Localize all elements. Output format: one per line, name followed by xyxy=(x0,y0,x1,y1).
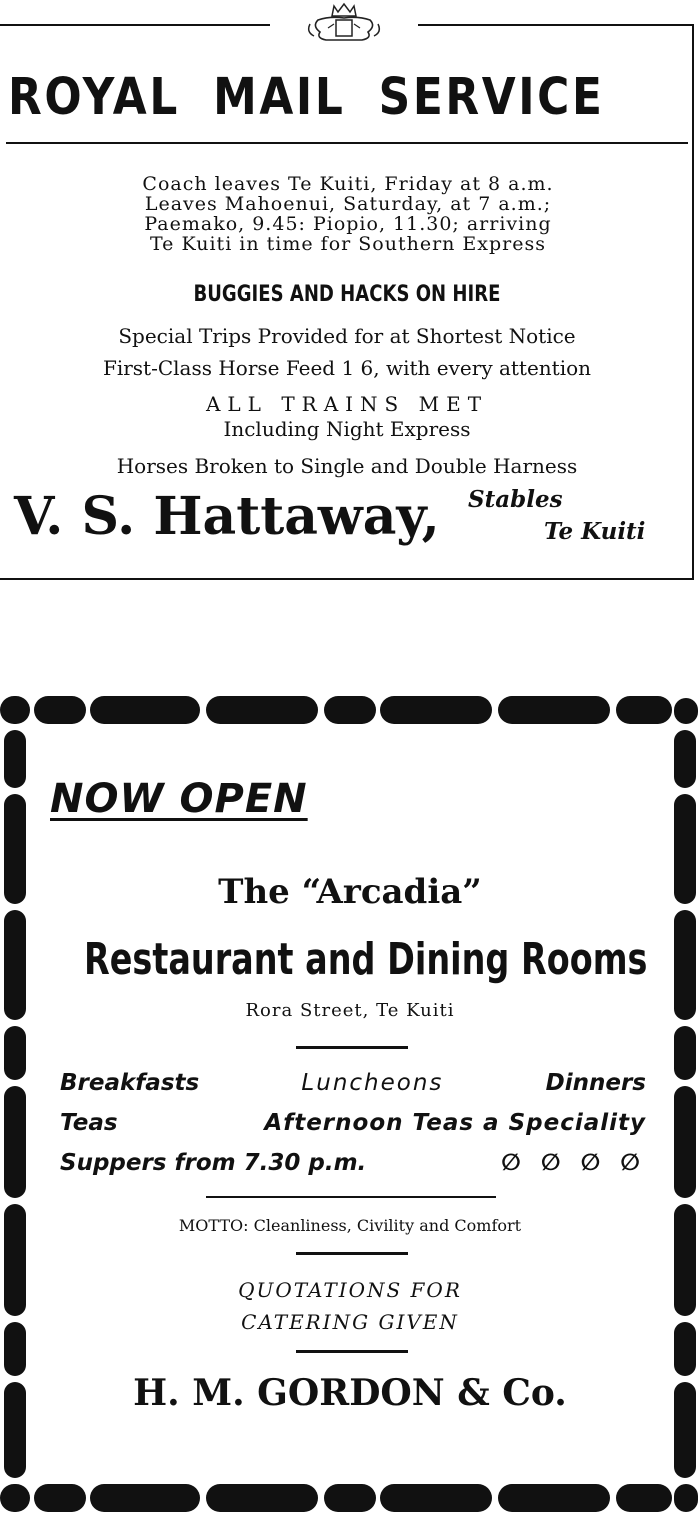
advert-title: ROYAL MAIL SERVICE xyxy=(8,68,605,127)
address-text: Rora Street, Te Kuiti xyxy=(245,1000,455,1021)
menu-row xyxy=(60,1070,646,1096)
schedule-line: Leaves Mahoenui, Saturday, at 7 a.m.; xyxy=(144,193,552,215)
restaurant-name: The “Arcadia” xyxy=(218,872,482,912)
location-label: Te Kuiti xyxy=(544,518,646,545)
stables-label: Stables xyxy=(468,486,563,513)
now-open-headline: NOW OPEN xyxy=(50,776,308,822)
menu-row xyxy=(60,1150,646,1176)
business-title: Restaurant and Dining Rooms xyxy=(84,934,648,985)
long-divider xyxy=(206,1196,496,1198)
quotation-line: QUOTATIONS FOR xyxy=(238,1278,462,1302)
buggies-heading: BUGGIES AND HACKS ON HIRE xyxy=(193,282,501,307)
short-divider xyxy=(296,1350,408,1353)
menu-item: Breakfasts xyxy=(60,1070,200,1096)
schedule-line: Te Kuiti in time for Southern Express xyxy=(149,233,547,255)
ornament-glyphs: ∅ ∅ ∅ ∅ xyxy=(501,1150,646,1176)
motto-text: MOTTO: Cleanliness, Civility and Comfort xyxy=(178,1216,522,1235)
menu-row xyxy=(60,1110,646,1136)
horse-feed-text: First-Class Horse Feed 1 6, with every attention xyxy=(102,356,592,380)
quotation-line: CATERING GIVEN xyxy=(241,1310,459,1334)
menu-item: Afternoon Teas a Speciality xyxy=(264,1110,646,1136)
proprietor-name: V. S. Hattaway, xyxy=(14,486,440,547)
menu-item: Suppers from 7.30 p.m. xyxy=(60,1150,367,1176)
special-trips-text: Special Trips Provided for at Shortest Notice xyxy=(118,324,576,348)
schedule-line: Coach leaves Te Kuiti, Friday at 8 a.m. xyxy=(142,173,554,195)
night-express-text: Including Night Express xyxy=(223,417,471,441)
royal-mail-advert xyxy=(0,24,694,580)
schedule-line: Paemako, 9.45: Piopio, 11.30; arriving xyxy=(144,213,552,235)
title-divider xyxy=(6,142,688,144)
all-trains-text: ALL TRAINS MET xyxy=(205,392,489,416)
menu-item: Luncheons xyxy=(301,1070,444,1096)
short-divider xyxy=(296,1252,408,1255)
royal-crest-icon xyxy=(298,2,390,44)
menu-item: Teas xyxy=(60,1110,118,1136)
horses-broken-text: Horses Broken to Single and Double Harness xyxy=(116,454,578,478)
short-divider xyxy=(296,1046,408,1049)
menu-item: Dinners xyxy=(545,1070,646,1096)
proprietor-name: H. M. GORDON & Co. xyxy=(133,1372,567,1414)
